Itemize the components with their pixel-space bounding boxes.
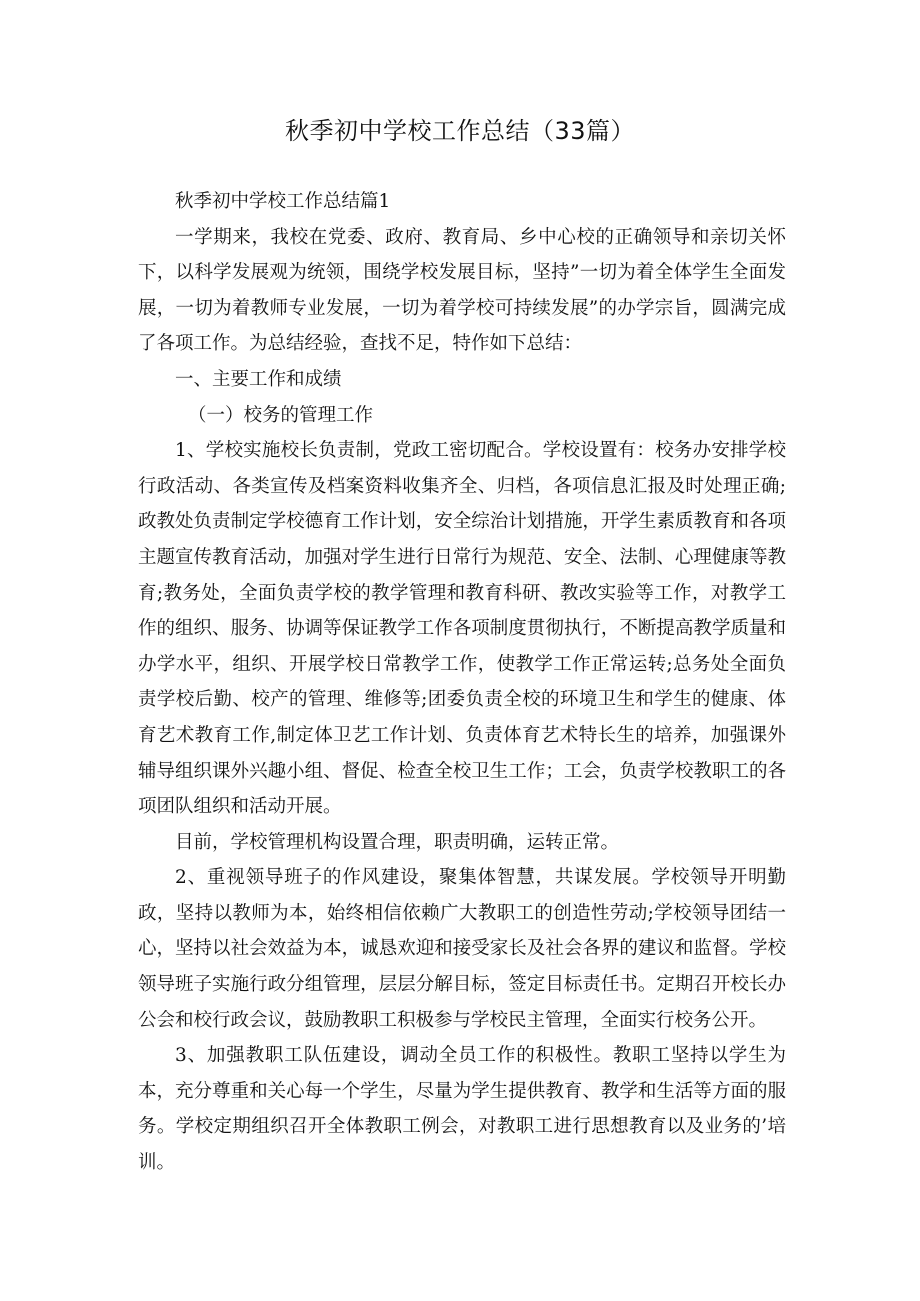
sub-heading: （一）校务的管理工作	[188, 404, 374, 426]
document-body	[138, 184, 786, 1181]
section-heading: 秋季初中学校工作总结篇1	[175, 191, 391, 212]
document-title: 秋季初中学校工作总结（33篇）	[284, 117, 636, 145]
body-paragraph: 1、学校实施校长负责制，党政工密切配合。学校设置有：校务办安排学校行政活动、各类宣传及档案资料收集齐全、归档，各项信息汇报及时处理正确;政教处负责制定学校德育工作计划，安全综治计划措施，开学生素质教育和各项主题宣传教育活动，加强对学生进行日常行为规范、安全、法制、心理健康等教育;教务处，全面负责学校的教学管理和教育科研、教改实验等工作，对教学工作的组织、服务、协调等保证教学工作各项制度贯彻执行，不断提高教学质量和办学水平，组织、开展学校日常教学工作，使教学工作正常运转;总务处全面负责学校后勤、校产的管理、维修等;团委负责全校的环境卫生和学生的健康、体育艺术教育工作,制定体卫艺工作计划、负责体育艺术特长生的培养，加强课外辅导组织课外兴趣小组、督促、检查全校卫生工作；工会，负责学校教职工的各项团队组织和活动开展。	[138, 440, 786, 818]
main-heading: 一、主要工作和成绩	[175, 368, 342, 390]
body-paragraph: 2、重视领导班子的作风建设，聚集体智慧，共谋发展。学校领导开明勤政，坚持以教师为本，始终相信依赖广大教职工的创造性劳动;学校领导团结一心，坚持以社会效益为本，诚恳欢迎和接受家长及社会各界的建议和监督。学校领导班子实施行政分组管理，层层分解目标，签定目标责任书。定期召开校长办公会和校行政会议，鼓励教职工积极参与学校民主管理，全面实行校务公开。	[138, 867, 786, 1031]
body-paragraph: 目前，学校管理机构设置合理，职责明确，运转正常。	[175, 831, 620, 853]
intro-paragraph: 一学期来，我校在党委、政府、教育局、乡中心校的正确领导和亲切关怀下，以科学发展观为统领，围绕学校发展目标，坚持”一切为着全体学生全面发展，一切为着教师专业发展，一切为着学校可持续发展”的办学宗旨，圆满完成了各项工作。为总结经验，查找不足，特作如下总结：	[138, 226, 786, 355]
body-paragraph: 3、加强教职工队伍建设，调动全员工作的积极性。教职工坚持以学生为本，充分尊重和关心每一个学生，尽量为学生提供教育、教学和生活等方面的服务。学校定期组织召开全体教职工例会，对教职工进行思想教育以及业务的’培训。	[138, 1045, 786, 1174]
